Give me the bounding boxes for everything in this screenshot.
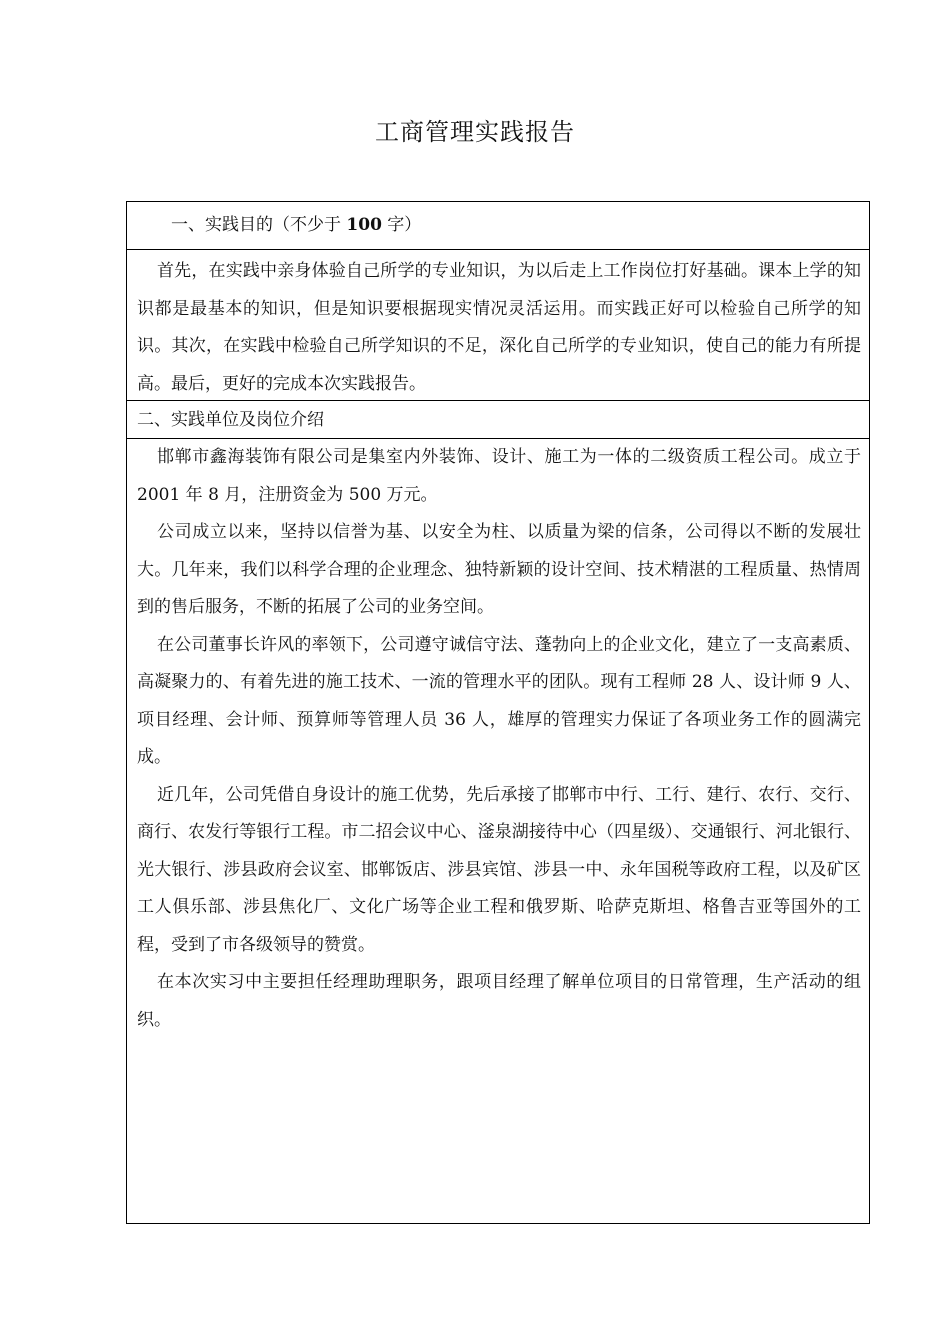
document-title: 工商管理实践报告 <box>375 118 575 146</box>
section-2-heading: 二、实践单位及岗位介绍 <box>137 410 324 430</box>
report-table <box>126 201 870 1224</box>
section-1-content: 首先，在实践中亲身体验自己所学的专业知识，为以后走上工作岗位打好基础。课本上学的知识都是最基本的知识，但是知识要根据现实情况灵活运用。而实践正好可以检验自己所学的知识。其次，在实践中检验自己所学知识的不足，深化自己所学的专业知识，使自己的能力有所提高。最后，更好的完成本次实践报告。 <box>137 261 861 394</box>
section-2-paragraph: 邯郸市鑫海装饰有限公司是集室内外装饰、设计、施工为一体的二级资质工程公司。成立于 2001 年 8 月，注册资金为 500 万元。 <box>137 447 861 505</box>
section-2-content <box>137 439 861 1039</box>
section-1-heading <box>171 208 421 242</box>
section-2-paragraph: 在本次实习中主要担任经理助理职务，跟项目经理了解单位项目的日常管理，生产活动的组织。 <box>137 972 861 1030</box>
section-2-heading-row <box>127 401 869 439</box>
section-1-heading-row <box>127 202 869 250</box>
section-1-content-row <box>127 250 869 401</box>
section-2-paragraph: 近几年，公司凭借自身设计的施工优势，先后承接了邯郸市中行、工行、建行、农行、交行、商行、农发行等银行工程。市二招会议中心、滏泉湖接待中心（四星级）、交通银行、河北银行、光大银行、涉县政府会议室、邯郸饭店、涉县宾馆、涉县一中、永年国税等政府工程，以及矿区工人俱乐部、涉县焦化厂、文化广场等企业工程和俄罗斯、哈萨克斯坦、格鲁吉亚等国外的工程，受到了市各级领导的赞赏。 <box>137 784 861 955</box>
section-1-heading-suffix: 字） <box>381 215 422 235</box>
section-2-paragraph: 公司成立以来，坚持以信誉为基、以安全为柱、以质量为梁的信条，公司得以不断的发展壮大。几年来，我们以科学合理的企业理念、独特新颖的设计空间、技术精湛的工程质量、热情周到的售后服务，不断的拓展了公司的业务空间。 <box>137 522 861 617</box>
section-1-heading-prefix: 一、实践目的（不少于 <box>171 215 347 235</box>
section-2-content-row <box>127 439 869 1223</box>
section-2-paragraph: 在公司董事长许风的率领下，公司遵守诚信守法、蓬勃向上的企业文化，建立了一支高素质、高凝聚力的、有着先进的施工技术、一流的管理水平的团队。现有工程师 28 人、设计师 9 人、项目经理、会计师、预算师等管理人员 36 人，雄厚的管理实力保证了各项业务工作的圆满完成。 <box>137 634 861 767</box>
section-1-heading-number: 100 <box>346 215 382 235</box>
